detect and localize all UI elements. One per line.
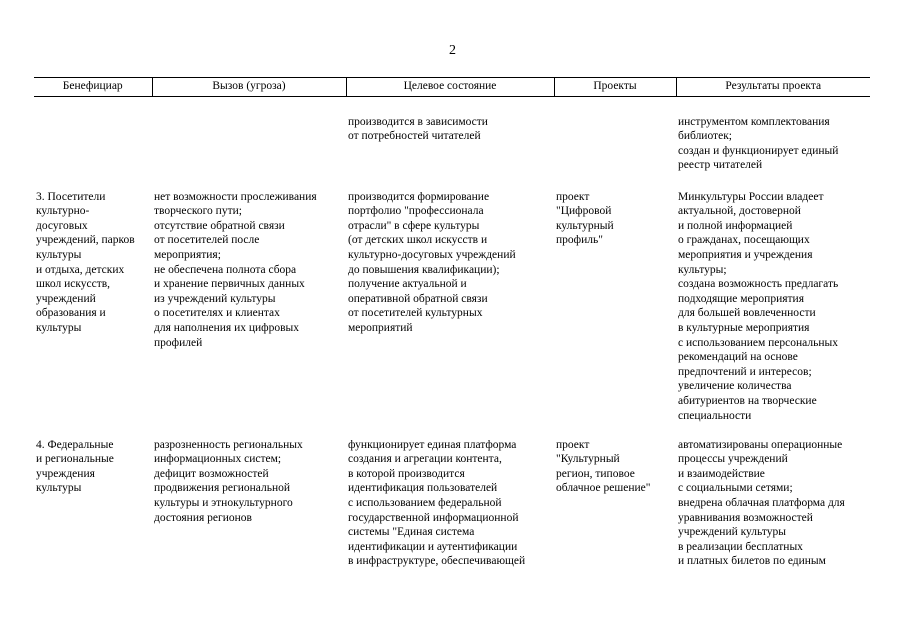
cell-text-line: идентификации и аутентификации bbox=[348, 540, 518, 553]
cell-text-line: идентификация пользователей bbox=[348, 482, 498, 495]
cell-text-line: мероприятий bbox=[348, 321, 413, 334]
cell-results bbox=[676, 96, 870, 190]
cell-text-line: регион, типовое bbox=[556, 467, 635, 480]
cell-text-line: "Культурный bbox=[556, 453, 620, 466]
table-header bbox=[34, 78, 870, 97]
cell-text-line: учреждений bbox=[36, 292, 96, 305]
cell-text-line: для большей вовлеченности bbox=[678, 307, 816, 320]
cell-text-line: культуры bbox=[36, 482, 82, 495]
cell-text-line: с социальными сетями; bbox=[678, 482, 793, 495]
cell-text-line: проект bbox=[556, 438, 590, 451]
cell-text-line: и взаимодействие bbox=[678, 467, 765, 480]
table-body bbox=[34, 96, 870, 578]
cell-text-line: "Цифровой bbox=[556, 205, 612, 218]
cell-text-line: от посетителей после bbox=[154, 234, 260, 247]
cell-text-line: с использованием федеральной bbox=[348, 496, 502, 509]
table-row bbox=[34, 190, 870, 438]
cell-text-line: до повышения квалификации); bbox=[348, 263, 500, 276]
cell-text-line: разрозненность региональных bbox=[154, 438, 303, 451]
cell-text-line: функционирует единая платформа bbox=[348, 438, 517, 451]
cell-text-line: 3. Посетители bbox=[36, 190, 106, 203]
cell-text-line: реестр читателей bbox=[678, 159, 763, 172]
cell-text-line: создана возможность предлагать bbox=[678, 278, 839, 291]
cell-text-line: от посетителей культурных bbox=[348, 307, 483, 320]
header-challenge: Вызов (угроза) bbox=[152, 78, 346, 97]
cell-beneficiary bbox=[34, 96, 152, 190]
cell-projects bbox=[554, 190, 676, 438]
cell-text-line: и платных билетов по единым bbox=[678, 555, 826, 568]
cell-challenge bbox=[152, 190, 346, 438]
cell-text-line: 4. Федеральные bbox=[36, 438, 114, 451]
header-results: Результаты проекта bbox=[676, 78, 870, 97]
cell-text-line: получение актуальной и bbox=[348, 278, 467, 291]
cell-text-line: о гражданах, посещающих bbox=[678, 234, 810, 247]
cell-projects bbox=[554, 96, 676, 190]
cell-text-line: производится формирование bbox=[348, 190, 490, 203]
cell-text-line: библиотек; bbox=[678, 130, 732, 143]
cell-beneficiary bbox=[34, 190, 152, 438]
cell-text-line: для наполнения их цифровых bbox=[154, 321, 300, 334]
cell-text-line: культуры bbox=[36, 248, 82, 261]
cell-text-line: государственной информационной bbox=[348, 511, 519, 524]
cell-text-line: оперативной обратной связи bbox=[348, 292, 488, 305]
cell-text-line: системы "Единая система bbox=[348, 526, 475, 539]
table-row bbox=[34, 96, 870, 190]
cell-text-line: абитуриентов на творческие bbox=[678, 394, 817, 407]
cell-text-line: не обеспечена полнота сбора bbox=[154, 263, 297, 276]
cell-text-line: процессы учреждений bbox=[678, 453, 788, 466]
cell-text-line: в инфраструктуре, обеспечивающей bbox=[348, 555, 526, 568]
cell-text-line: продвижения региональной bbox=[154, 482, 291, 495]
cell-text-line: подходящие мероприятия bbox=[678, 292, 804, 305]
header-row bbox=[34, 78, 870, 97]
cell-text-line: культурно- bbox=[36, 205, 90, 218]
cell-text-line: внедрена облачная платформа для bbox=[678, 496, 845, 509]
cell-projects bbox=[554, 438, 676, 578]
cell-text-line: уравнивания возможностей bbox=[678, 511, 813, 524]
cell-text-line: увеличение количества bbox=[678, 380, 792, 393]
cell-text-line: школ искусств, bbox=[36, 278, 111, 291]
cell-text-line: специальности bbox=[678, 409, 752, 422]
cell-text-line: в которой производится bbox=[348, 467, 465, 480]
cell-text-line: из учреждений культуры bbox=[154, 292, 276, 305]
cell-text-line: производится в зависимости bbox=[348, 115, 488, 128]
cell-text-line: с использованием персональных bbox=[678, 336, 838, 349]
cell-text-line: отсутствие обратной связи bbox=[154, 219, 285, 232]
cell-text-line: и хранение первичных данных bbox=[154, 278, 305, 291]
cell-target-state bbox=[346, 96, 554, 190]
cell-text-line: культурно-досуговых учреждений bbox=[348, 248, 516, 261]
cell-text-line: в культурные мероприятия bbox=[678, 321, 810, 334]
cell-text-line: творческого пути; bbox=[154, 205, 242, 218]
cell-text-line: и региональные bbox=[36, 453, 114, 466]
cell-text-line: нет возможности прослеживания bbox=[154, 190, 317, 203]
cell-text-line: облачное решение" bbox=[556, 482, 651, 495]
cell-text-line: от потребностей читателей bbox=[348, 130, 481, 143]
cell-text-line: в реализации бесплатных bbox=[678, 540, 803, 553]
cell-text-line: информационных систем; bbox=[154, 453, 282, 466]
cell-text-line: инструментом комплектования bbox=[678, 115, 830, 128]
cell-beneficiary bbox=[34, 438, 152, 578]
cell-text-line: создания и агрегации контента, bbox=[348, 453, 502, 466]
cell-text-line: мероприятия и учреждения bbox=[678, 248, 813, 261]
cell-text-line: культуры; bbox=[678, 263, 727, 276]
cell-text-line: Минкультуры России владеет bbox=[678, 190, 824, 203]
cell-text-line: создан и функционирует единый bbox=[678, 144, 839, 157]
cell-text-line: профиль" bbox=[556, 234, 603, 247]
cell-text-line: (от детских школ искусств и bbox=[348, 234, 488, 247]
cell-text-line: культурный bbox=[556, 219, 614, 232]
cell-text-line: учреждений культуры bbox=[678, 526, 786, 539]
cell-challenge bbox=[152, 438, 346, 578]
cell-text-line: и отдыха, детских bbox=[36, 263, 125, 276]
cell-text-line: культуры bbox=[36, 321, 82, 334]
cell-text-line: проект bbox=[556, 190, 590, 203]
cell-target-state bbox=[346, 190, 554, 438]
cell-challenge bbox=[152, 96, 346, 190]
header-target-state: Целевое состояние bbox=[346, 78, 554, 97]
page-number: 2 bbox=[449, 43, 456, 58]
cell-text-line: достояния регионов bbox=[154, 511, 252, 524]
cell-text-line: дефицит возможностей bbox=[154, 467, 269, 480]
cell-text-line: предпочтений и интересов; bbox=[678, 365, 812, 378]
cell-text-line: рекомендаций на основе bbox=[678, 351, 798, 364]
cell-text-line: и полной информацией bbox=[678, 219, 793, 232]
cell-text-line: о посетителях и клиентах bbox=[154, 307, 280, 320]
header-beneficiary: Бенефициар bbox=[34, 78, 152, 97]
table-row bbox=[34, 438, 870, 578]
cell-text-line: портфолио "профессионала bbox=[348, 205, 484, 218]
cell-text-line: образования и bbox=[36, 307, 106, 320]
cell-results bbox=[676, 190, 870, 438]
cell-results bbox=[676, 438, 870, 578]
cell-text-line: досуговых bbox=[36, 219, 88, 232]
cell-text-line: актуальной, достоверной bbox=[678, 205, 801, 218]
cell-text-line: мероприятия; bbox=[154, 248, 221, 261]
header-projects: Проекты bbox=[554, 78, 676, 97]
projects-table bbox=[34, 77, 870, 578]
cell-text-line: отрасли" в сфере культуры bbox=[348, 219, 480, 232]
cell-text-line: культуры и этнокультурного bbox=[154, 496, 293, 509]
cell-text-line: профилей bbox=[154, 336, 203, 349]
cell-text-line: учреждения bbox=[36, 467, 95, 480]
cell-text-line: учреждений, парков bbox=[36, 234, 135, 247]
cell-target-state bbox=[346, 438, 554, 578]
cell-text-line: автоматизированы операционные bbox=[678, 438, 843, 451]
